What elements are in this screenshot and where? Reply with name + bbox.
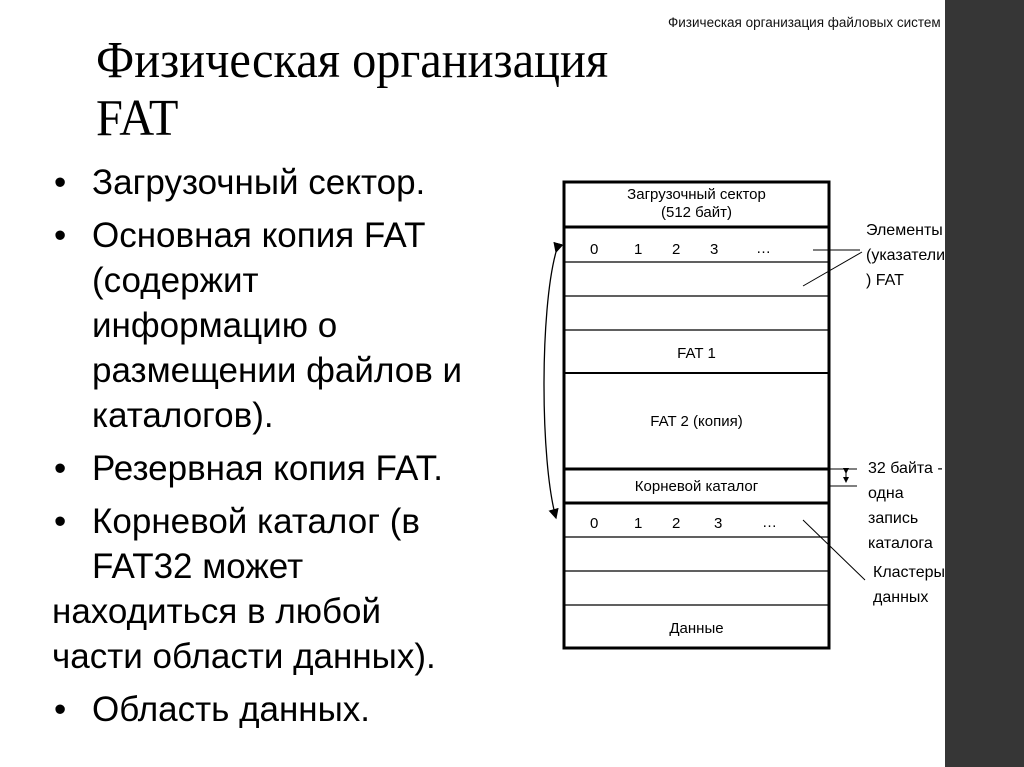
fat-layout-diagram: Загрузочный сектор (512 байт) 0 1 2 3 … FAT 1 FAT 2 (копия) Корневой каталог 0 1 2 3 … Данные Элементы (указатели ) FAT 32 байта - одна запись каталога Кластеры данных	[0, 0, 1024, 767]
header-caption: Физическая организация файловых систем	[668, 15, 941, 30]
root-dir-label: Корневой каталог	[634, 478, 759, 495]
fat2-label: FAT 2 (копия)	[650, 413, 743, 430]
bullet-dot-icon: •	[54, 690, 67, 729]
fat-elements-annotation: Элементы (указатели ) FAT	[866, 222, 946, 289]
bullet-dot-icon: •	[54, 449, 67, 488]
slide-title-line-1: Физическая организация	[96, 32, 609, 89]
slide-title-line-2: FAT	[96, 90, 179, 147]
bullet-main-fat: • Основная копия FAT (содержит информацию о размещении файлов и каталогов).	[52, 213, 532, 438]
bullet-data-area: • Область данных.	[52, 687, 532, 732]
dir-entry-annotation: 32 байта - одна запись каталога	[868, 460, 943, 552]
fat1-label: FAT 1	[677, 345, 716, 362]
bullet-dot-icon: •	[54, 163, 67, 202]
boot-sector-block: Загрузочный сектор (512 байт)	[627, 186, 766, 221]
bullet-backup-fat: • Резервная копия FAT.	[52, 446, 532, 491]
clusters-annotation: Кластеры данных	[873, 564, 945, 606]
bullet-dot-icon: •	[54, 216, 67, 255]
data-label: Данные	[669, 620, 724, 637]
bullet-root-dir: • Корневой каталог (в FAT32 может находиться в любой части области данных).	[52, 499, 532, 679]
bullet-boot-sector: • Загрузочный сектор.	[52, 160, 532, 205]
bullet-dot-icon: •	[54, 502, 67, 541]
